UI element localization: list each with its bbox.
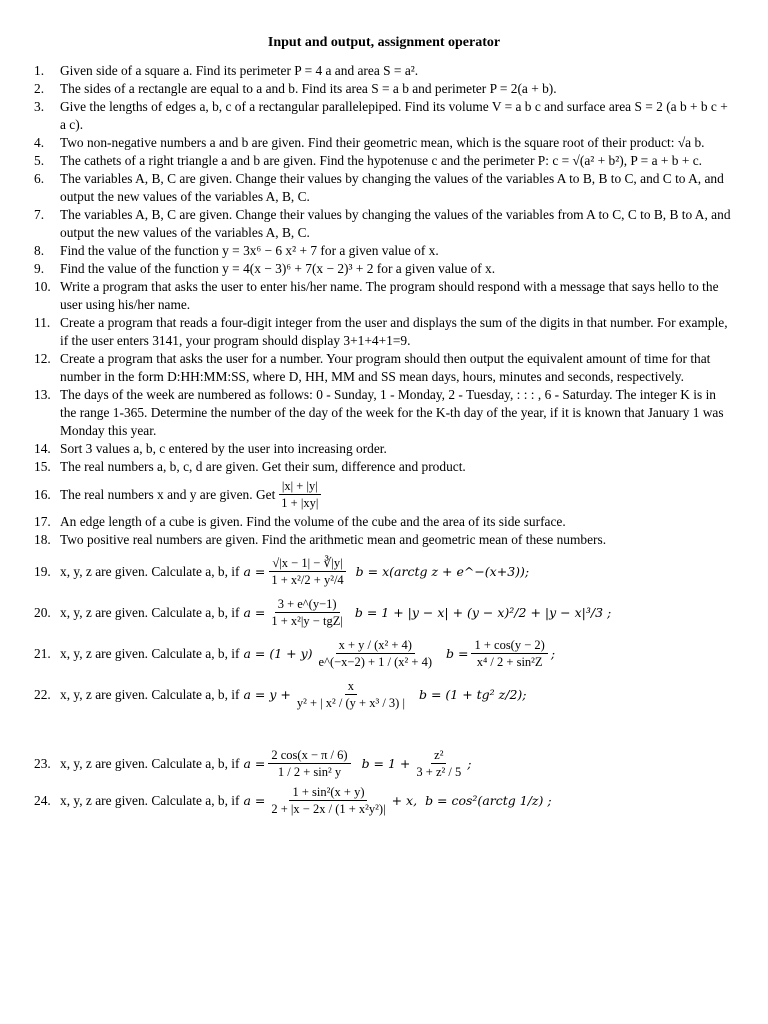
fraction-denominator: 2 + |x − 2x / (1 + x²y²)| bbox=[271, 802, 386, 816]
formula-23-b bbox=[413, 747, 464, 780]
formula-a-label: a = bbox=[243, 563, 266, 579]
fraction-numerator: 1 + sin²(x + y) bbox=[289, 784, 367, 801]
item-number: 3. bbox=[34, 99, 45, 114]
list-item bbox=[34, 206, 734, 242]
item-number: 14. bbox=[34, 441, 51, 456]
item-text: Given side of a square a. Find its perimeter P = 4 a and area S = a². bbox=[60, 63, 419, 78]
fraction-denominator: 3 + z² / 5 bbox=[416, 765, 462, 779]
item-text: Write a program that asks the user to enter his/her name. The program should respond with a message that says hello to the user using his/her name. bbox=[60, 279, 719, 312]
item-number: 9. bbox=[34, 261, 45, 276]
formula-terminator: ; bbox=[467, 755, 472, 771]
list-item bbox=[34, 513, 734, 531]
item-number: 24. bbox=[34, 792, 51, 808]
item-text: The variables A, B, C are given. Change their values by changing the values of the variables from A to C, C to B, B to A, and output the new values of the variables A, B, C. bbox=[60, 207, 731, 240]
fraction-numerator: 2 cos(x − π / 6) bbox=[268, 747, 350, 764]
item-number: 1. bbox=[34, 63, 45, 78]
formula-20-a bbox=[268, 596, 345, 629]
list-item bbox=[34, 170, 734, 206]
list-item bbox=[34, 596, 734, 629]
list-item bbox=[34, 242, 734, 260]
item-text: x, y, z are given. Calculate a, b, if bbox=[60, 792, 240, 808]
list-item bbox=[34, 134, 734, 152]
list-item bbox=[34, 62, 734, 80]
formula-24-suffix: + x, bbox=[391, 792, 418, 808]
list-item bbox=[34, 98, 734, 134]
item-number: 8. bbox=[34, 243, 45, 258]
formula-19-a bbox=[268, 555, 346, 588]
formula-19-b: b = x(arctg z + e^−(x+3)); bbox=[355, 563, 530, 579]
item-text: x, y, z are given. Calculate a, b, if bbox=[60, 563, 240, 579]
formula-23-a bbox=[268, 747, 350, 780]
formula-a-label: a = bbox=[243, 755, 266, 771]
formula-b-label: b = 1 + bbox=[361, 755, 411, 771]
list-item bbox=[34, 440, 734, 458]
formula-16 bbox=[278, 478, 321, 511]
formula-20-b: b = 1 + |y − x| + (y − x)²/2 + |y − x|³/3 ; bbox=[354, 604, 612, 620]
item-text: Create a program that asks the user for a number. Your program should then output the equivalent amount of time for that number in the form D:HH:MM:SS, where D, HH, MM and SS mean days, hours, minutes and seconds, respectively. bbox=[60, 351, 711, 384]
formula-21-a bbox=[316, 637, 435, 670]
item-text: Create a program that reads a four-digit integer from the user and displays the sum of the digits in that number. For example, if the user enters 3141, your program should display 3+1+4+1=9. bbox=[60, 315, 728, 348]
item-number: 13. bbox=[34, 387, 51, 402]
item-number: 16. bbox=[34, 486, 51, 502]
item-number: 18. bbox=[34, 532, 51, 547]
item-number: 17. bbox=[34, 514, 51, 529]
item-number: 5. bbox=[34, 153, 45, 168]
item-text: Two non-negative numbers a and b are given. Find their geometric mean, which is the square root of their product: √a b. bbox=[60, 135, 705, 150]
item-number: 19. bbox=[34, 563, 51, 579]
item-text: An edge length of a cube is given. Find the volume of the cube and the area of its side surface. bbox=[60, 514, 566, 529]
item-text: Give the lengths of edges a, b, c of a rectangular parallelepiped. Find its volume V = a b c and surface area S = 2 (a b + b c + a c). bbox=[60, 99, 728, 132]
fraction-denominator: 1 + |xy| bbox=[281, 496, 319, 510]
item-number: 4. bbox=[34, 135, 45, 150]
formula-terminator: ; bbox=[550, 645, 556, 661]
list-item bbox=[34, 314, 734, 350]
item-text: The days of the week are numbered as follows: 0 - Sunday, 1 - Monday, 2 - Tuesday, : : : , 6 - Saturday. The integer K is in the range 1-365. Determine the number of the day of the week for the K-th day of the year, if it is known that January 1 was Monday this year. bbox=[60, 387, 724, 438]
formula-a-label: a = bbox=[243, 792, 266, 808]
list-item bbox=[34, 386, 734, 440]
list-item bbox=[34, 678, 734, 711]
list-item bbox=[34, 458, 734, 476]
fraction-numerator: x bbox=[345, 678, 357, 695]
item-number: 2. bbox=[34, 81, 45, 96]
item-number: 21. bbox=[34, 645, 51, 661]
item-text: Find the value of the function y = 4(x − 3)⁶ + 7(x − 2)³ + 2 for a given value of x. bbox=[60, 261, 496, 276]
item-number: 15. bbox=[34, 459, 51, 474]
list-item bbox=[34, 555, 734, 588]
fraction-numerator: 3 + e^(y−1) bbox=[275, 596, 340, 613]
fraction-denominator: 1 + x²/2 + y²/4 bbox=[271, 573, 344, 587]
fraction-numerator: x + y / (x² + 4) bbox=[336, 637, 415, 654]
formula-24-b: b = cos²(arctg 1/z) ; bbox=[425, 792, 552, 808]
fraction-numerator: √|x − 1| − ∛|y| bbox=[269, 555, 345, 572]
item-text: The variables A, B, C are given. Change their values by changing the values of the variables A to B, B to C, and C to A, and output the new values of the variables A, B, C. bbox=[60, 171, 724, 204]
list-item bbox=[34, 350, 734, 386]
formula-a-label: a = bbox=[243, 604, 266, 620]
item-number: 11. bbox=[34, 315, 51, 330]
formula-a-label: a = (1 + y) bbox=[243, 645, 313, 661]
formula-b-label: b = bbox=[446, 645, 469, 661]
item-text: x, y, z are given. Calculate a, b, if bbox=[60, 604, 240, 620]
fraction-denominator: 1 + x²|y − tgZ| bbox=[271, 614, 343, 628]
item-text: x, y, z are given. Calculate a, b, if bbox=[60, 755, 240, 771]
fraction-numerator: z² bbox=[431, 747, 446, 764]
item-text: The cathets of a right triangle a and b are given. Find the hypotenuse c and the perimeter P: c = √(a² + b²), P = a + b + c. bbox=[60, 153, 703, 168]
fraction-numerator: |x| + |y| bbox=[279, 478, 321, 495]
item-text: The sides of a rectangle are equal to a and b. Find its area S = a b and perimeter P = 2(a + b). bbox=[60, 81, 557, 96]
item-text: The real numbers a, b, c, d are given. Get their sum, difference and product. bbox=[60, 459, 466, 474]
list-item bbox=[34, 80, 734, 98]
page-title: Input and output, assignment operator bbox=[267, 35, 501, 50]
item-number: 12. bbox=[34, 351, 51, 366]
formula-24-a bbox=[268, 784, 388, 817]
list-item bbox=[34, 478, 734, 511]
formula-22-a bbox=[294, 678, 408, 711]
fraction-denominator: 1 / 2 + sin² y bbox=[277, 765, 342, 779]
fraction-numerator: 1 + cos(y − 2) bbox=[471, 637, 547, 654]
list-item bbox=[34, 152, 734, 170]
list-item bbox=[34, 260, 734, 278]
item-number: 7. bbox=[34, 207, 45, 222]
item-number: 20. bbox=[34, 604, 51, 620]
item-text: Two positive real numbers are given. Find the arithmetic mean and geometric mean of these numbers. bbox=[60, 532, 607, 547]
item-text: The real numbers x and y are given. Get bbox=[60, 486, 276, 502]
fraction-denominator: e^(−x−2) + 1 / (x² + 4) bbox=[318, 655, 433, 669]
list-item bbox=[34, 278, 734, 314]
item-text: Sort 3 values a, b, c entered by the user into increasing order. bbox=[60, 441, 387, 456]
fraction-denominator: x⁴ / 2 + sin²Z bbox=[476, 655, 543, 669]
list-item bbox=[34, 531, 734, 549]
formula-a-label: a = y + bbox=[243, 686, 291, 702]
exercise-list bbox=[34, 62, 734, 817]
item-number: 22. bbox=[34, 686, 51, 702]
formula-21-b bbox=[471, 637, 547, 670]
list-item bbox=[34, 637, 734, 670]
fraction-denominator: y² + | x² / (y + x³ / 3) | bbox=[296, 696, 405, 710]
item-text: x, y, z are given. Calculate a, b, if bbox=[60, 645, 240, 661]
list-item bbox=[34, 784, 734, 817]
list-item bbox=[34, 747, 734, 780]
item-number: 10. bbox=[34, 279, 51, 294]
formula-22-b: b = (1 + tg² z/2); bbox=[418, 686, 527, 702]
item-text: x, y, z are given. Calculate a, b, if bbox=[60, 686, 240, 702]
item-number: 6. bbox=[34, 171, 45, 186]
item-text: Find the value of the function y = 3x⁶ − 6 x² + 7 for a given value of x. bbox=[60, 243, 439, 258]
item-number: 23. bbox=[34, 755, 51, 771]
